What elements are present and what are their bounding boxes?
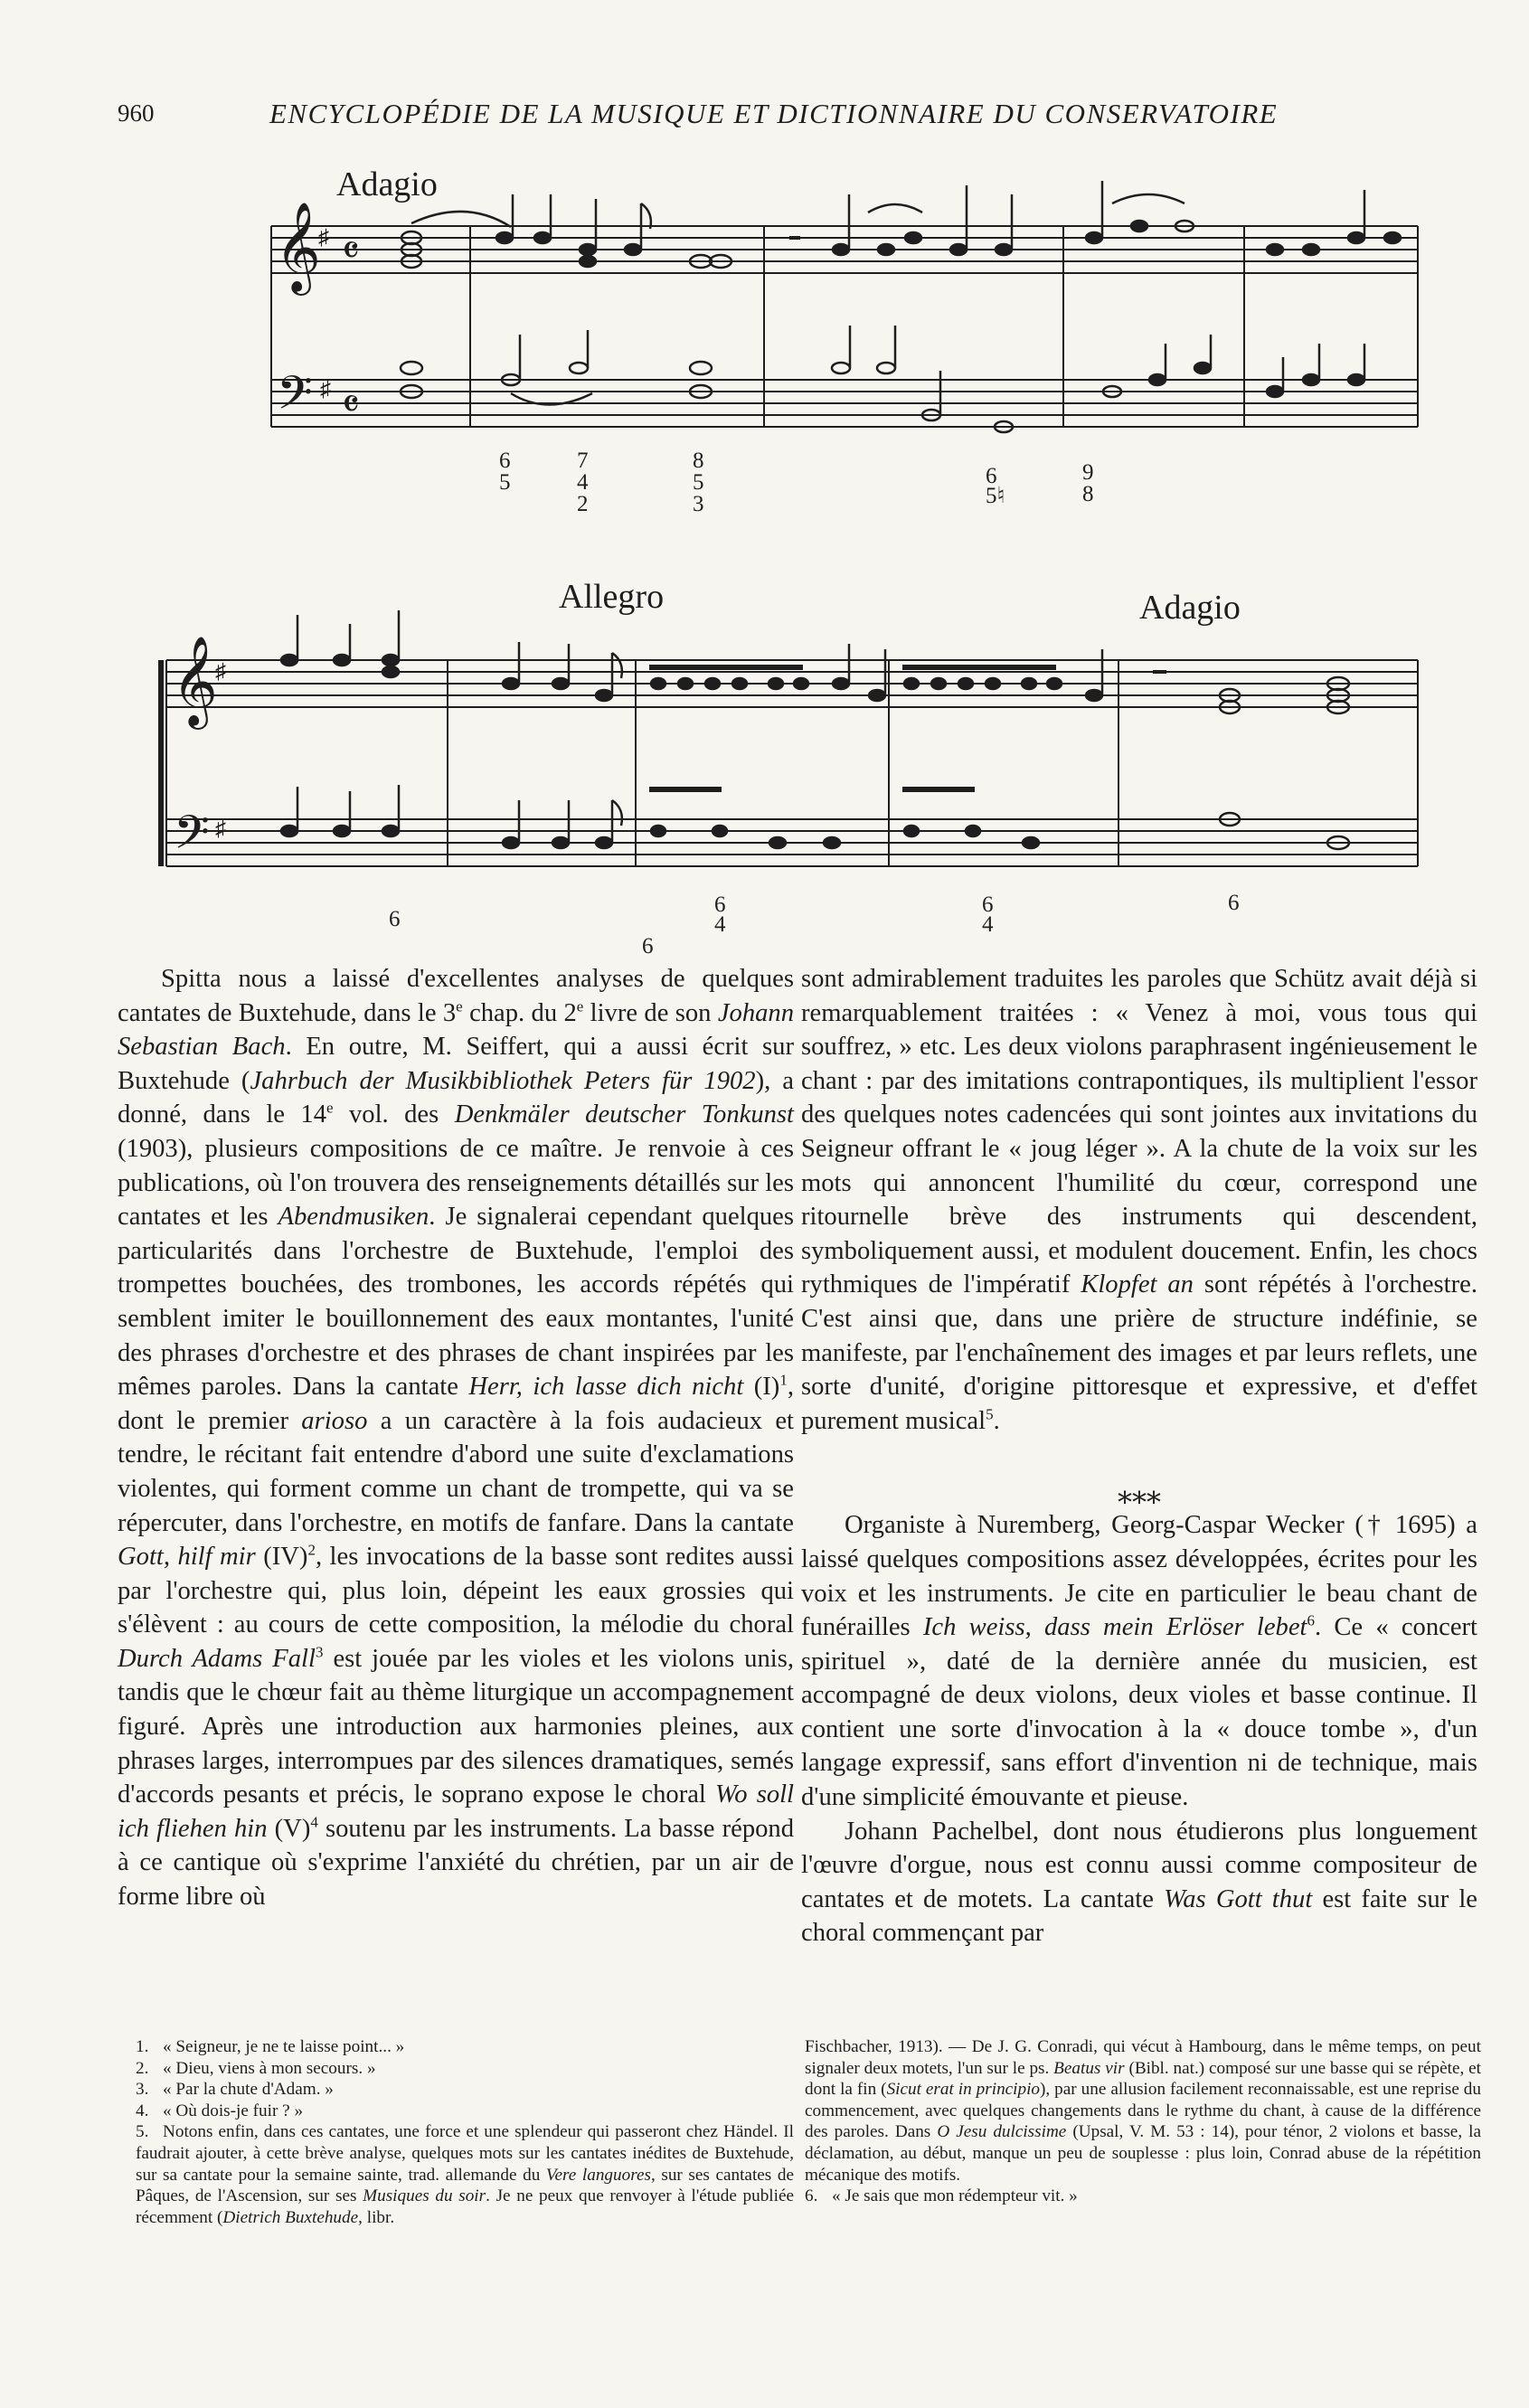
- figure: 6: [1228, 891, 1240, 915]
- footnote: 4. « Où dois-je fuir ? »: [136, 2101, 304, 2120]
- score-system-1: [271, 165, 1418, 516]
- running-title: ENCYCLOPÉDIE DE LA MUSIQUE ET DICTIONNAIRE DU CONSERVATOIRE: [269, 98, 1279, 129]
- bass-notes-2: [281, 785, 1349, 849]
- footnote: 5. Notons enfin, dans ces cantates, une force et une splendeur qui passeront chez Händel. Il faudrait ajouter, à cette brève analyse, quelques mots sur les cantates inédites de Buxtehude, sur sa cantate pour la semaine sainte, trad. allemande du Vere languores, sur ses cantates de Pâques, de l'Ascension, sur ses Musiques du soir. Je ne peux que renvoyer à l'étude publiée récemment (Dietrich Buxtehude, libr.: [136, 2122, 794, 2227]
- figure: 6: [499, 449, 511, 473]
- paragraph: sont admirablement traduites les paroles que Schütz avait déjà si remarquablement traitées : « Venez à moi, vous tous qui souffrez, » etc. Les deux violons paraphrasent ingénieusement le chant : par des imitations contrapontiques, ils multiplient l'essor des quelques notes cadencées qui sont jointes aux invitations du Seigneur offrant le « joug léger ». A la chute de la voix sur les mots qui annoncent l'humilité du cœur, correspond une ritournelle brève des instruments qui descendent, symboliquement aussi, et modulent doucement. Enfin, les chocs rythmiques de l'impératif Klopfet an sont répétés à l'orchestre. C'est ainsi que, dans une prière de structure indéfinie, se manifeste, par l'enchaînement des images et par leurs reflets, une sorte d'unité, d'origine pittoresque et expressive, et d'effet purement musical$^5$.: [801, 965, 1477, 1435]
- bass-staff-1: [271, 380, 1418, 427]
- figure: 6: [982, 892, 994, 917]
- score-system-2: [161, 578, 1418, 958]
- figure: 2: [577, 492, 589, 516]
- footnote: 3. « Par la chute d'Adam. »: [136, 2080, 334, 2100]
- footnotes-right: [805, 2036, 1481, 2207]
- right-column: [801, 962, 1477, 1950]
- treble-clef-icon: 𝄞: [275, 203, 321, 290]
- left-column: [118, 962, 794, 1914]
- paragraph: Organiste à Nuremberg, Georg-Caspar Wecker († 1695) a laissé quelques compositions assez développées, écrites pour les voix et les instruments. Je cite en particulier le beau chant de funérailles Ich weiss, dass mein Erlöser lebet$^6$. Ce « concert spirituel », daté de la dernière année du musicien, est accompagné de deux violons, deux violes et basse continue. Il contient une sorte d'invocation à la « douce tombe », d'un langage expressif, sans effort d'invention ni de technique, mais d'une simplicité émouvante et pieuse.: [801, 1511, 1477, 1812]
- footnote: 1. « Seigneur, je ne te laisse point... »: [136, 2037, 405, 2056]
- bass-clef-icon: 𝄢: [174, 808, 210, 870]
- common-time-icon: 𝄴: [342, 229, 360, 273]
- tempo-adagio-1: Adagio: [336, 165, 438, 203]
- figure: 6: [986, 464, 997, 488]
- figure: 6: [714, 892, 726, 917]
- figure: 3: [693, 492, 704, 516]
- figure: 6: [389, 907, 401, 931]
- figure: 4: [982, 912, 994, 937]
- footnote-continuation: Fischbacher, 1913). — De J. G. Conradi, qui vécut à Hambourg, dans le même temps, on peut signaler deux motets, l'un sur le ps. Beatus vir (Bibl. nat.) composé sur une basse qui se répète, et dont la fin (Sicut erat in principio), par une allusion facilement reconnaissable, est une reprise du commencement, avec quelques changements dans le rythme du chant, à cause de la différence des paroles. Dans O Jesu dulcissime (Upsal, V. M. 53 : 14), pour ténor, 2 violons et basse, la déclamation, au début, manque un peu de souplesse : plus loin, Conrad abuse de la répétition mécanique des motifs.: [805, 2037, 1481, 2185]
- sharp-icon: ♯: [320, 378, 331, 401]
- tempo-adagio-2: Adagio: [1139, 589, 1241, 627]
- figure: 5♮: [986, 484, 1005, 508]
- paragraph: Johann Pachelbel, dont nous étudierons plus longuement l'œuvre d'orgue, nous est connu aussi comme compositeur de cantates et de motets. La cantate Was Gott thut est faite sur le choral commençant par: [801, 1817, 1478, 1948]
- barlines-1: [271, 226, 1418, 427]
- figure: 9: [1082, 460, 1094, 485]
- sharp-icon: ♯: [215, 817, 226, 841]
- sharp-icon: ♯: [215, 660, 226, 684]
- barlines-2: [166, 660, 1418, 866]
- common-time-icon: 𝄴: [342, 382, 360, 427]
- section-separator: ⁎⁎⁎: [1118, 1477, 1161, 1510]
- paragraph: Spitta nous a laissé d'excellentes analyses de quelques cantates de Buxtehude, dans le 3e chap. du 2e livre de son Johann Sebastian Bach. En outre, M. Seiffert, qui a aussi écrit sur Buxtehude (Jahrbuch der Musikbibliothek Peters für 1902), a donné, dans le 14e vol. des Denkmäler deutscher Tonkunst (1903), plusieurs compositions de ce maître. Je renvoie à ces publications, où l'on trouvera des renseignements détaillés sur les cantates et les Abendmusiken. Je signalerai cependant quelques particularités dans l'orchestre de Buxtehude, l'emploi des trompettes bouchées, des trombones, les accords répétés qui semblent imiter le bouillonnement des eaux montantes, l'unité des phrases d'orchestre et des phrases de chant inspirées par les mêmes paroles. Dans la cantate Herr, ich lasse dich nicht $(I)^1$, dont le premier arioso a un caractère à la fois audacieux et tendre, le récitant fait entendre d'abord une suite d'exclamations violentes, qui forment comme un chant de trompette, qui va se répercuter, dans l'orchestre, en motifs de fanfare. Dans la cantate Gott, hilf mir (IV)$^2$, les invocations de la basse sont redites aussi par l'orchestre qui, plus loin, dépeint les eaux grossies qui s'élèvent : au cours de cette composition, la mélodie du choral Durch Adams Fall$^3$ est jouée par les violes et les violons unis, tandis que le chœur fait au thème liturgique un accompagnement figuré. Après une introduction aux harmonies pleines, aux phrases larges, interrompues par des silences dramatiques, semés d'accords pesants et précis, le soprano expose le choral Wo soll ich fliehen hin $(V)^4$ soutenu par les instruments. La basse répond à ce cantique où s'exprime l'anxiété du chrétien, par un air de forme libre où: [118, 965, 795, 1912]
- figure: 5: [499, 470, 511, 495]
- treble-clef-icon: 𝄞: [172, 637, 218, 724]
- figure: 4: [714, 912, 726, 937]
- footnote: 6. « Je sais que mon rédempteur vit. »: [805, 2186, 1078, 2206]
- figure: 8: [693, 449, 704, 473]
- figured-bass-2: [389, 891, 1240, 958]
- page-number: 960: [118, 99, 155, 127]
- figure: 5: [693, 470, 704, 495]
- music-score: [0, 0, 1529, 962]
- figure: 6: [642, 934, 654, 958]
- treble-notes-1: [401, 181, 1401, 268]
- footnotes-left: [136, 2036, 794, 2228]
- figure: 4: [577, 470, 589, 495]
- bass-clef-icon: 𝄢: [277, 369, 313, 430]
- figured-bass-1: [499, 449, 1094, 516]
- tempo-allegro: Allegro: [559, 578, 665, 616]
- figure: 8: [1082, 482, 1094, 506]
- sharp-icon: ♯: [318, 226, 329, 250]
- footnote: 2. « Dieu, viens à mon secours. »: [136, 2058, 376, 2078]
- figure: 7: [577, 449, 589, 473]
